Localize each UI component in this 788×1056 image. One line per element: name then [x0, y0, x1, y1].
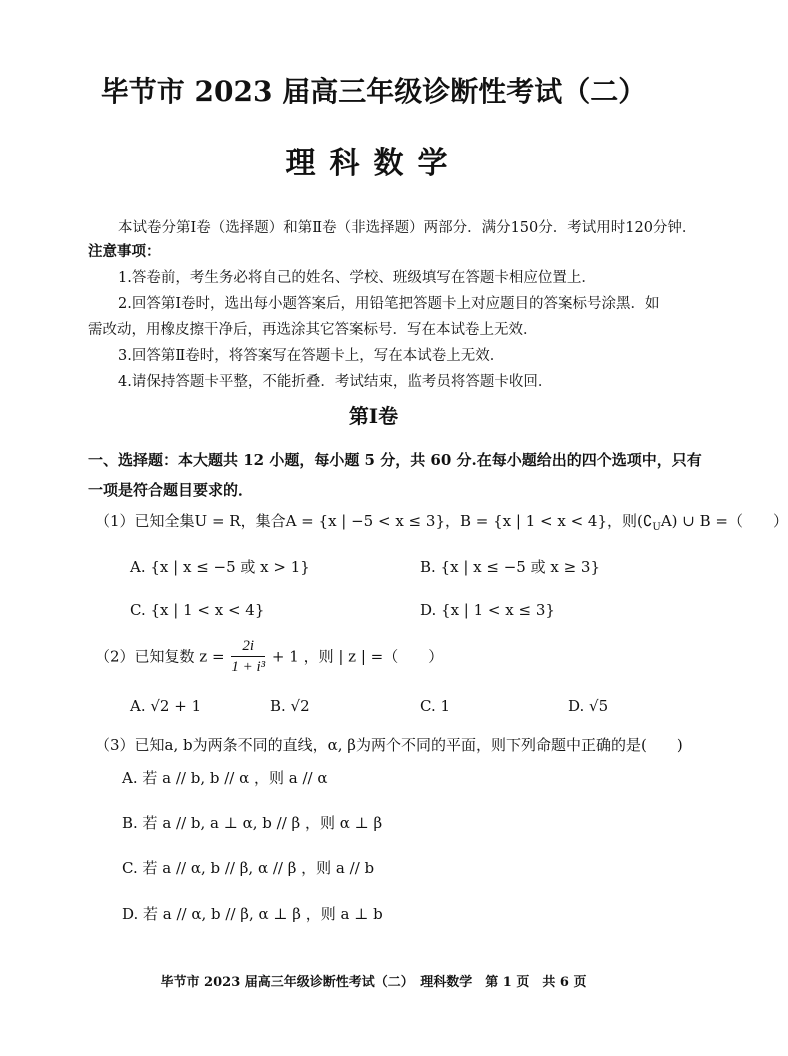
- q1-option-c[interactable]: C. {x | 1 < x < 4}: [130, 601, 265, 619]
- q1-option-a[interactable]: A. {x | x ≤ −5 或 x > 1}: [130, 558, 310, 576]
- q3-stem: （3）已知a, b为两条不同的直线，α, β为两个不同的平面，则下列命题中正确的是( ): [95, 736, 683, 754]
- q2-fraction: [231, 636, 265, 677]
- subject-title: 理科数学: [285, 146, 462, 181]
- q1-stem-subscript: U: [652, 522, 661, 533]
- q1-option-d[interactable]: D. {x | 1 < x ≤ 3}: [420, 601, 555, 619]
- q2-option-c[interactable]: C. 1: [420, 697, 451, 715]
- q2-stem-post: + 1 ，则 | z | =（ ）: [271, 647, 444, 666]
- q2-stem-pre: （2）已知复数 z =: [95, 647, 225, 666]
- note-2-cont: 需改动，用橡皮擦干净后，再选涂其它答案标号．写在本试卷上无效．: [88, 322, 538, 338]
- q2-option-a[interactable]: A. √2 + 1: [130, 697, 202, 715]
- section-instruction-2: 一项是符合题目要求的．: [88, 481, 254, 499]
- q2-stem: [95, 636, 443, 677]
- note-1: 1.答卷前，考生务必将自己的姓名、学校、班级填写在答题卡相应位置上．: [118, 270, 596, 286]
- section-instruction-1: 一、选择题：本大题共 12 小题，每小题 5 分，共 60 分.在每小题给出的四个选项中，只有: [88, 451, 702, 469]
- q1-stem-end: A) ∪ B =（ ）: [660, 512, 788, 530]
- q1-stem-text: （1）已知全集U = R，集合A = {x | −5 < x ≤ 3}，B = {x | 1 < x < 4}，则(∁: [95, 512, 653, 530]
- q2-option-d[interactable]: D. √5: [568, 697, 609, 715]
- note-2: 2.回答第Ⅰ卷时，选出每小题答案后，用铅笔把答题卡上对应题目的答案标号涂黑．如: [118, 296, 660, 312]
- note-4: 4.请保持答题卡平整，不能折叠．考试结束，监考员将答题卡收回．: [118, 374, 553, 390]
- note-3: 3.回答第Ⅱ卷时，将答案写在答题卡上，写在本试卷上无效．: [118, 348, 505, 364]
- q2-frac-numerator: 2i: [231, 636, 265, 657]
- q3-option-c[interactable]: C. 若 a // α, b // β, α // β ，则 a // b: [122, 859, 375, 877]
- q2-option-b[interactable]: B. √2: [270, 697, 310, 715]
- q2-frac-denominator: 1 + i³: [231, 659, 266, 675]
- intro-line: 本试卷分第Ⅰ卷（选择题）和第Ⅱ卷（非选择题）两部分．满分150分．考试用时120分钟．: [118, 220, 697, 236]
- q3-option-b[interactable]: B. 若 a // b, a ⊥ α, b // β ，则 α ⊥ β: [122, 814, 383, 832]
- q3-option-a[interactable]: A. 若 a // b, b // α ，则 a // α: [122, 769, 328, 787]
- section-heading: 第Ⅰ卷: [348, 404, 399, 428]
- q1-stem: [95, 510, 788, 533]
- q3-option-d[interactable]: D. 若 a // α, b // β, α ⊥ β ，则 a ⊥ b: [122, 905, 383, 923]
- exam-title: 毕节市 2023 届高三年级诊断性考试（二）: [100, 75, 647, 108]
- notice-heading: 注意事项：: [88, 243, 161, 260]
- page-footer: 毕节市 2023 届高三年级诊断性考试（二） 理科数学 第 1 页 共 6 页: [160, 975, 587, 990]
- q1-option-b[interactable]: B. {x | x ≤ −5 或 x ≥ 3}: [420, 558, 601, 576]
